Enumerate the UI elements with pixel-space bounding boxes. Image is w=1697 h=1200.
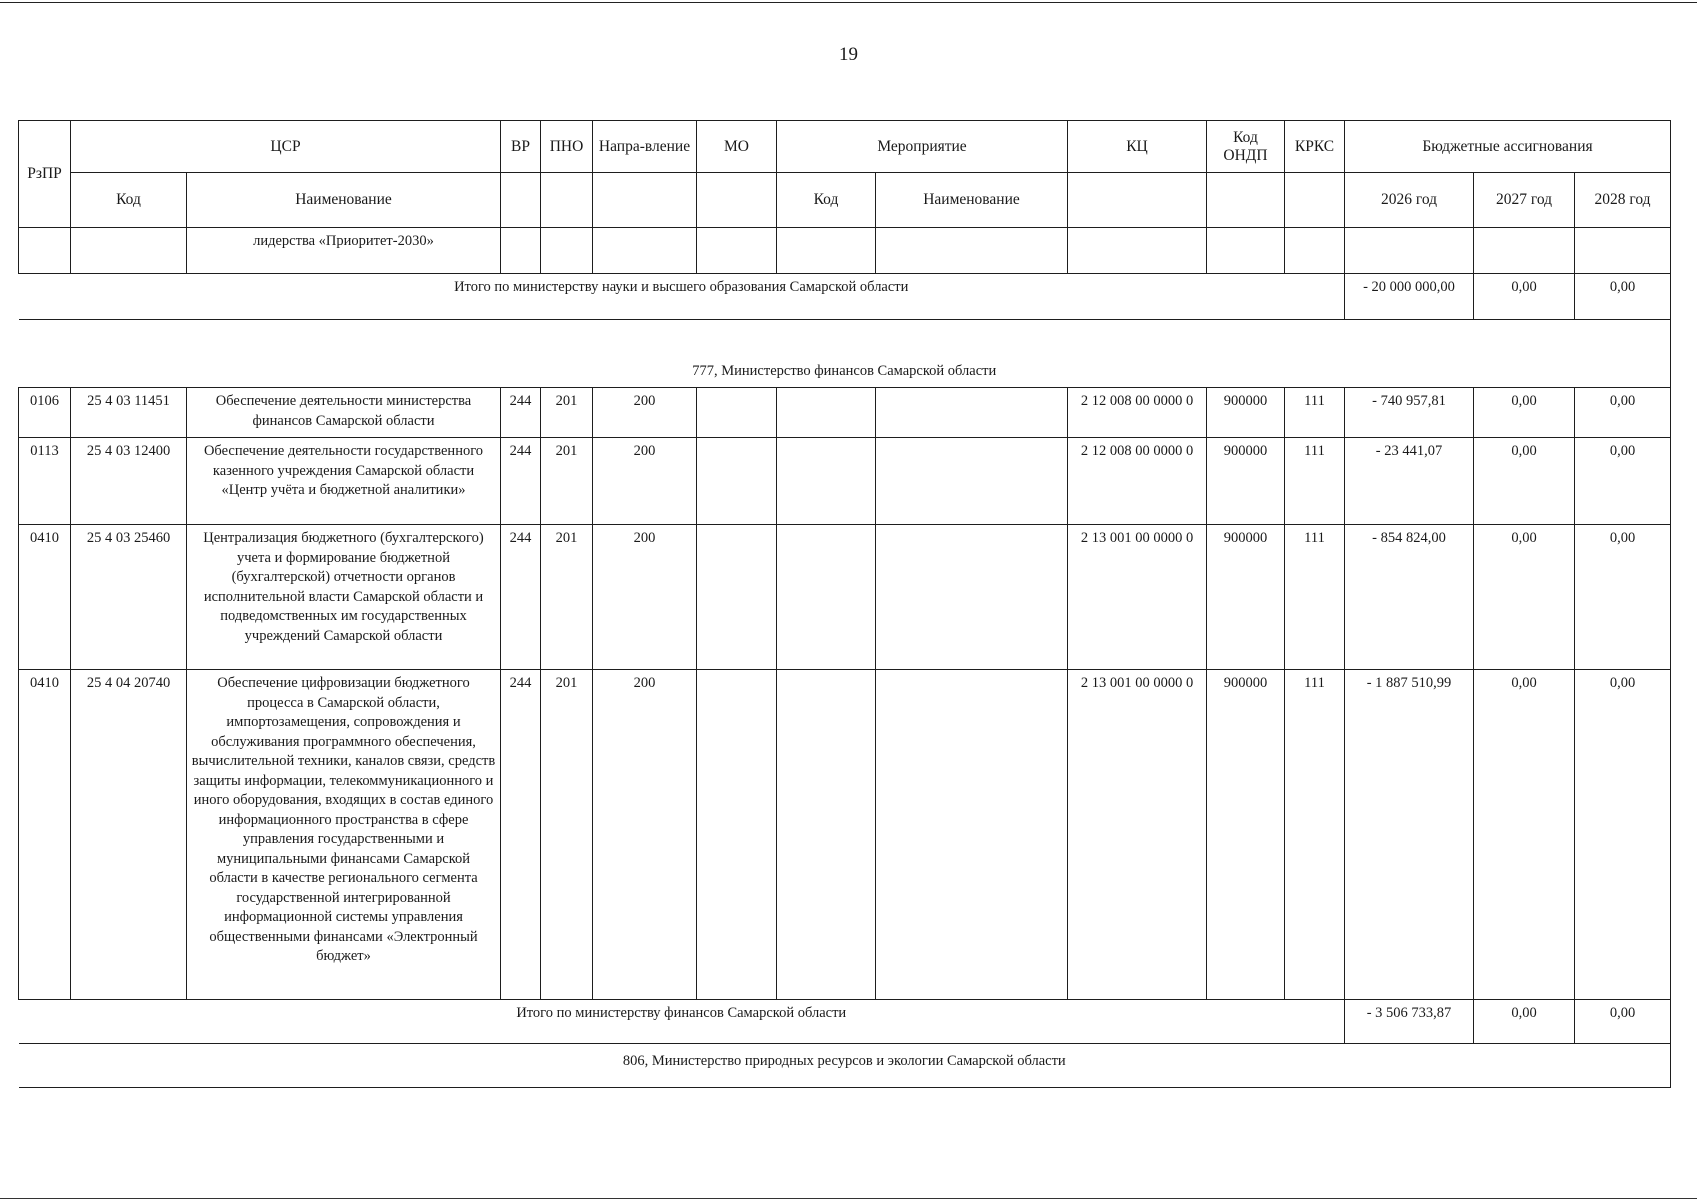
header-empty — [1068, 173, 1207, 228]
total-2026: - 3 506 733,87 — [1345, 1000, 1474, 1044]
row-rzpr: 0410 — [19, 670, 71, 1000]
row-name: Централизация бюджетного (бухгалтерского) учета и формирование бюджетной (бухгалтерской) отчетности органов исполнительной власти Самарской области и подведомственных им государственных учреждений Самарской области — [187, 525, 501, 670]
header-vr: ВР — [501, 121, 541, 173]
row-vr: 244 — [501, 388, 541, 438]
row-2027: 0,00 — [1474, 670, 1575, 1000]
section-title: 806, Министерство природных ресурсов и экологии Самарской области — [19, 1044, 1671, 1088]
row-2028: 0,00 — [1575, 388, 1671, 438]
row-2027: 0,00 — [1474, 438, 1575, 525]
header-empty — [1285, 173, 1345, 228]
header-kc: КЦ — [1068, 121, 1207, 173]
header-empty — [501, 173, 541, 228]
row-direction: 200 — [593, 670, 697, 1000]
row-direction: 200 — [593, 388, 697, 438]
row-2027: 0,00 — [1474, 525, 1575, 670]
row-2026: - 740 957,81 — [1345, 388, 1474, 438]
table-row — [19, 228, 1671, 274]
header-year-2026: 2026 год — [1345, 173, 1474, 228]
row-name: Обеспечение деятельности государственного казенного учреждения Самарской области «Центр учёта и бюджетной аналитики» — [187, 438, 501, 525]
table-row — [19, 388, 1671, 438]
total-row-science — [19, 274, 1671, 320]
header-pno: ПНО — [541, 121, 593, 173]
row-kc: 2 12 008 00 0000 0 — [1068, 438, 1207, 525]
header-row-2 — [19, 173, 1671, 228]
row-ondp: 900000 — [1207, 525, 1285, 670]
total-2027: 0,00 — [1474, 1000, 1575, 1044]
row-name: Обеспечение цифровизации бюджетного процесса в Самарской области, импортозамещения, сопровождения и обслуживания программного обеспечения, вычислительной техники, каналов связи, средств защиты информации, телекоммуникационного и иного оборудования, входящих в состав единого информационного пространства в сфере управления государственными и муниципальными финансами Самарской области в качестве регионального сегмента государственной интегрированной информационной системы управления общественными финансами «Электронный бюджет» — [187, 670, 501, 1000]
header-empty — [593, 173, 697, 228]
row-direction: 200 — [593, 525, 697, 670]
header-event: Мероприятие — [777, 121, 1068, 173]
header-mo: МО — [697, 121, 777, 173]
bottom-border-line — [0, 1198, 1697, 1199]
total-2027: 0,00 — [1474, 274, 1575, 320]
page-number: 19 — [839, 44, 858, 65]
row-ondp: 900000 — [1207, 670, 1285, 1000]
row-pno: 201 — [541, 525, 593, 670]
row-pno: 201 — [541, 438, 593, 525]
row-rzpr: 0410 — [19, 525, 71, 670]
total-2028: 0,00 — [1575, 1000, 1671, 1044]
header-direction: Напра-вление — [593, 121, 697, 173]
row-2026: - 23 441,07 — [1345, 438, 1474, 525]
header-rzpr: РзПР — [19, 121, 71, 228]
row-vr: 244 — [501, 525, 541, 670]
row-2028: 0,00 — [1575, 670, 1671, 1000]
row-2026: - 1 887 510,99 — [1345, 670, 1474, 1000]
total-row-finance — [19, 1000, 1671, 1044]
row-2028: 0,00 — [1575, 438, 1671, 525]
table-row — [19, 670, 1671, 1000]
row-krks: 111 — [1285, 525, 1345, 670]
header-year-2027: 2027 год — [1474, 173, 1575, 228]
row-ondp: 900000 — [1207, 388, 1285, 438]
row-code: 25 4 03 11451 — [71, 388, 187, 438]
row-rzpr: 0113 — [19, 438, 71, 525]
row-2028: 0,00 — [1575, 525, 1671, 670]
row-ondp: 900000 — [1207, 438, 1285, 525]
table-row — [19, 438, 1671, 525]
header-event-code: Код — [777, 173, 876, 228]
row-2026: - 854 824,00 — [1345, 525, 1474, 670]
row-vr: 244 — [501, 438, 541, 525]
header-empty — [697, 173, 777, 228]
row-code: 25 4 03 12400 — [71, 438, 187, 525]
table-row — [19, 525, 1671, 670]
header-csr: ЦСР — [71, 121, 501, 173]
header-year-2028: 2028 год — [1575, 173, 1671, 228]
total-label: Итого по министерству финансов Самарской области — [19, 1000, 1345, 1044]
header-empty — [1207, 173, 1285, 228]
row-code: 25 4 03 25460 — [71, 525, 187, 670]
row-name: лидерства «Приоритет-2030» — [187, 228, 501, 274]
total-label: Итого по министерству науки и высшего образования Самарской области — [19, 274, 1345, 320]
section-title-row — [19, 1044, 1671, 1088]
header-row-1 — [19, 121, 1671, 173]
header-ondp: Код ОНДП — [1207, 121, 1285, 173]
total-2026: - 20 000 000,00 — [1345, 274, 1474, 320]
header-empty — [541, 173, 593, 228]
row-direction: 200 — [593, 438, 697, 525]
row-vr: 244 — [501, 670, 541, 1000]
row-rzpr: 0106 — [19, 388, 71, 438]
total-2028: 0,00 — [1575, 274, 1671, 320]
row-2027: 0,00 — [1474, 388, 1575, 438]
header-krks: КРКС — [1285, 121, 1345, 173]
header-csr-name: Наименование — [187, 173, 501, 228]
header-allocations: Бюджетные ассигнования — [1345, 121, 1671, 173]
row-code: 25 4 04 20740 — [71, 670, 187, 1000]
row-pno: 201 — [541, 388, 593, 438]
row-kc: 2 13 001 00 0000 0 — [1068, 670, 1207, 1000]
budget-table — [18, 120, 1671, 1088]
row-kc: 2 12 008 00 0000 0 — [1068, 388, 1207, 438]
top-border-line — [0, 2, 1697, 3]
header-event-name: Наименование — [876, 173, 1068, 228]
row-krks: 111 — [1285, 388, 1345, 438]
row-name: Обеспечение деятельности министерства финансов Самарской области — [187, 388, 501, 438]
row-krks: 111 — [1285, 670, 1345, 1000]
row-krks: 111 — [1285, 438, 1345, 525]
section-title-row — [19, 320, 1671, 388]
header-csr-code: Код — [71, 173, 187, 228]
row-kc: 2 13 001 00 0000 0 — [1068, 525, 1207, 670]
row-pno: 201 — [541, 670, 593, 1000]
section-title: 777, Министерство финансов Самарской области — [19, 320, 1671, 388]
